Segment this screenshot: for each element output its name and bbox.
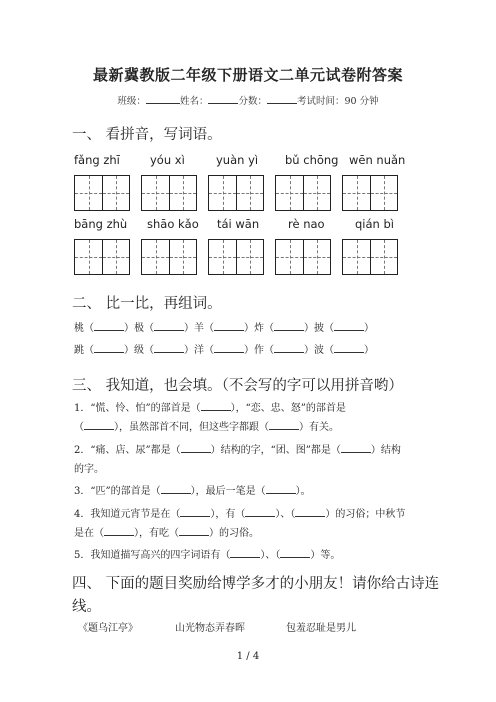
question-text: ）有关。 (299, 422, 339, 433)
writing-box[interactable] (74, 175, 130, 211)
answer-blank[interactable] (341, 442, 371, 453)
row-text: ）作（ (244, 345, 274, 356)
answer-blank[interactable] (280, 547, 310, 558)
section2-heading: 二、 比一比，再组词。 (72, 296, 222, 312)
question-3 (74, 482, 311, 497)
section4-heading-line-2: 线。 (72, 599, 101, 615)
question-text: 2．“痛、店、尿”都是（ (74, 445, 181, 456)
answer-blank[interactable] (104, 525, 134, 536)
writing-box[interactable] (342, 175, 398, 211)
writing-box[interactable] (208, 239, 264, 275)
answer-blank[interactable] (161, 483, 191, 494)
question-1-line-2 (74, 418, 339, 433)
writing-box[interactable] (141, 175, 197, 211)
answer-blank[interactable] (214, 320, 244, 331)
question-2-line-1 (74, 441, 401, 456)
answer-blank[interactable] (274, 342, 304, 353)
answer-blank[interactable] (180, 506, 210, 517)
section3-heading: 三、 我知道，也会填。（不会写的字可以用拼音哟） (72, 378, 403, 394)
writing-box[interactable] (275, 175, 331, 211)
pinyin-1: fǎng zhī (74, 153, 120, 167)
row-text: 跳（ (74, 345, 94, 356)
pinyin-6: bāng zhù (74, 217, 128, 231)
pinyin-9: rè nao (288, 217, 325, 231)
student-info-line (0, 93, 496, 107)
question-text: ）结构的字，“团、图”都是（ (210, 445, 341, 456)
name-blank[interactable] (208, 93, 238, 104)
name-label: 姓名： (179, 96, 209, 107)
question-4-line-2 (74, 524, 259, 539)
answer-blank[interactable] (266, 483, 296, 494)
poem-line-item[interactable]: 山光物态弄春晖 (175, 623, 245, 634)
question-5 (74, 546, 340, 561)
question-text: ）结构 (370, 445, 401, 456)
question-text: ），“恋、忠、怒”的部首是 (230, 403, 346, 414)
answer-blank[interactable] (181, 442, 211, 453)
page-title: 最新冀教版二年级下册语文二单元试卷附答案 (92, 66, 403, 84)
question-text: （ (74, 422, 84, 433)
row-text: 桃（ (74, 323, 94, 334)
score-label: 分数： (238, 96, 267, 107)
pinyin-3: yuàn yì (216, 153, 259, 167)
answer-blank[interactable] (94, 320, 124, 331)
writing-grid-row-1 (74, 175, 409, 211)
time-label: 考试时间：90 分钟 (296, 96, 379, 107)
question-text: ），最后一笔是（ (190, 486, 266, 497)
answer-blank[interactable] (230, 547, 260, 558)
pinyin-10: qián bì (355, 217, 394, 231)
question-2-line-2: 的字。 (74, 464, 104, 475)
class-blank[interactable] (146, 93, 180, 104)
question-text: 1．“慌、怜、怕”的部首是（ (74, 403, 201, 414)
question-text: 5．我知道描写高兴的四字词语有（ (74, 550, 231, 561)
question-text: ），有吃（ (134, 528, 179, 539)
row-text: ） (364, 345, 374, 356)
answer-blank[interactable] (201, 400, 231, 411)
question-text: 4．我知道元宵节是在（ (74, 509, 181, 520)
writing-grid-row-2 (74, 239, 409, 275)
poem-line-item[interactable]: 包羞忍耻是男儿 (286, 623, 356, 634)
writing-box[interactable] (342, 239, 398, 275)
section1-heading: 一、 看拼音，写词语。 (72, 127, 222, 143)
row-text: ）级（ (124, 345, 154, 356)
question-text: 是在（ (74, 528, 104, 539)
pinyin-7: shāo kǎo (147, 217, 199, 231)
score-blank[interactable] (267, 93, 297, 104)
answer-blank[interactable] (179, 525, 209, 536)
question-4-line-1 (74, 505, 405, 520)
page-number: 1 / 4 (236, 651, 260, 662)
row-text: ）披（ (304, 323, 334, 334)
pinyin-2: yóu xì (150, 153, 185, 167)
writing-box[interactable] (74, 239, 130, 275)
poem-title-item[interactable]: 《题乌江亭》 (78, 623, 138, 634)
answer-blank[interactable] (154, 342, 184, 353)
pinyin-8: tái wān (217, 217, 260, 231)
question-text: ）的习俗；中秋节 (325, 509, 406, 520)
question-text: ）。 (295, 486, 311, 497)
compare-row-1 (74, 319, 374, 334)
compare-row-2 (74, 341, 374, 356)
section4-heading-line-1: 四、 下面的题目奖励给博学多才的小朋友！请你给古诗连 (72, 576, 440, 592)
row-text: ）极（ (124, 323, 154, 334)
row-text: ） (364, 323, 374, 334)
writing-box[interactable] (141, 239, 197, 275)
class-label: 班级： (117, 96, 146, 107)
question-text: ）的习俗。 (209, 528, 259, 539)
question-text: ）、（ (260, 550, 281, 561)
answer-blank[interactable] (94, 342, 124, 353)
question-text: ），虽然部首不同，但这些字都跟（ (114, 422, 269, 433)
question-text: ）、（ (275, 509, 296, 520)
pinyin-5: wēn nuǎn (349, 153, 406, 167)
answer-blank[interactable] (334, 342, 364, 353)
row-text: ）洋（ (184, 345, 214, 356)
question-text: ），有（ (210, 509, 246, 520)
answer-blank[interactable] (269, 419, 299, 430)
question-text: ）等。 (310, 550, 341, 561)
row-text: ）羊（ (184, 323, 214, 334)
writing-box[interactable] (275, 239, 331, 275)
answer-blank[interactable] (84, 419, 114, 430)
writing-box[interactable] (208, 175, 264, 211)
question-1-line-1 (74, 399, 346, 414)
row-text: ）炸（ (244, 323, 274, 334)
answer-blank[interactable] (214, 342, 244, 353)
answer-blank[interactable] (154, 320, 184, 331)
answer-blank[interactable] (245, 506, 275, 517)
answer-blank[interactable] (274, 320, 304, 331)
pinyin-4: bǔ chōng (285, 153, 339, 167)
answer-blank[interactable] (295, 506, 325, 517)
row-text: ）波（ (304, 345, 334, 356)
answer-blank[interactable] (334, 320, 364, 331)
question-text: 3．“匹”的部首是（ (74, 486, 161, 497)
